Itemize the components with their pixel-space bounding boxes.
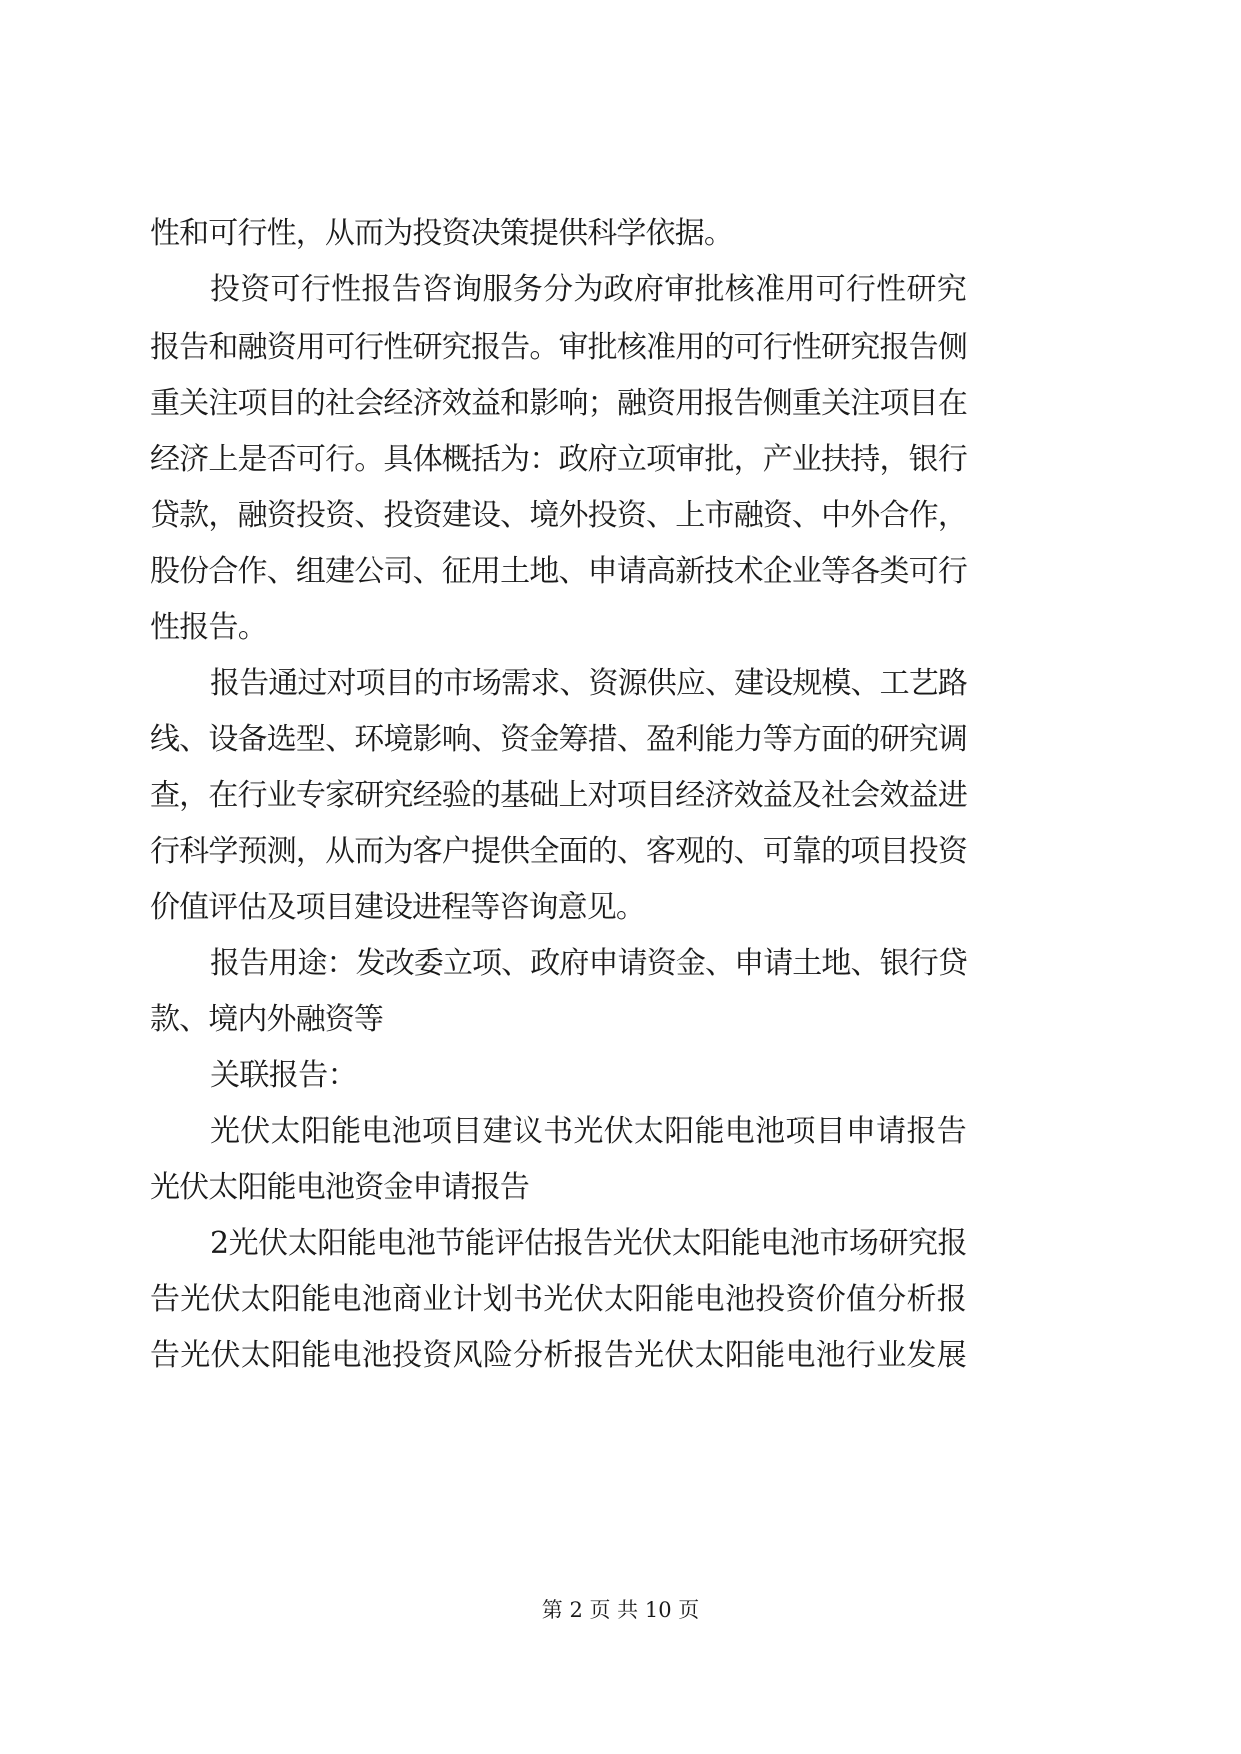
text-line: 光伏太阳能电池项目建议书光伏太阳能电池项目申请报告 xyxy=(210,1114,967,1149)
text-line: 经济上是否可行。具体概括为：政府立项审批，产业扶持，银行 xyxy=(150,442,967,477)
text-line: 告光伏太阳能电池商业计划书光伏太阳能电池投资价值分析报 xyxy=(150,1282,967,1317)
text-line: 价值评估及项目建设进程等咨询意见。 xyxy=(150,890,645,925)
text-line: 光伏太阳能电池资金申请报告 xyxy=(150,1170,529,1205)
text-line: 款、境内外融资等 xyxy=(150,1002,383,1037)
text-line: 性报告。 xyxy=(150,610,267,645)
text-line: 2光伏太阳能电池节能评估报告光伏太阳能电池市场研究报 xyxy=(210,1226,968,1261)
text-line: 报告和融资用可行性研究报告。审批核准用的可行性研究报告侧 xyxy=(150,330,967,365)
text-line: 重关注项目的社会经济效益和影响；融资用报告侧重关注项目在 xyxy=(150,386,967,421)
text-line: 报告通过对项目的市场需求、资源供应、建设规模、工艺路 xyxy=(210,666,967,701)
text-line: 股份合作、组建公司、征用土地、申请高新技术企业等各类可行 xyxy=(150,554,967,589)
text-line: 报告用途：发改委立项、政府申请资金、申请土地、银行贷 xyxy=(210,946,967,981)
text-line: 查，在行业专家研究经验的基础上对项目经济效益及社会效益进 xyxy=(150,778,967,813)
text-line: 贷款，融资投资、投资建设、境外投资、上市融资、中外合作， xyxy=(150,498,967,533)
text-line: 告光伏太阳能电池投资风险分析报告光伏太阳能电池行业发展 xyxy=(150,1338,967,1373)
text-line: 行科学预测，从而为客户提供全面的、客观的、可靠的项目投资 xyxy=(150,834,967,869)
text-line: 投资可行性报告咨询服务分为政府审批核准用可行性研究 xyxy=(210,272,967,307)
text-line: 性和可行性，从而为投资决策提供科学依据。 xyxy=(150,216,733,251)
text-line: 关联报告： xyxy=(210,1058,357,1093)
text-line: 线、设备选型、环境影响、资金筹措、盈利能力等方面的研究调 xyxy=(150,722,967,757)
page-number-footer: 第 2 页 共 10 页 xyxy=(541,1598,700,1622)
